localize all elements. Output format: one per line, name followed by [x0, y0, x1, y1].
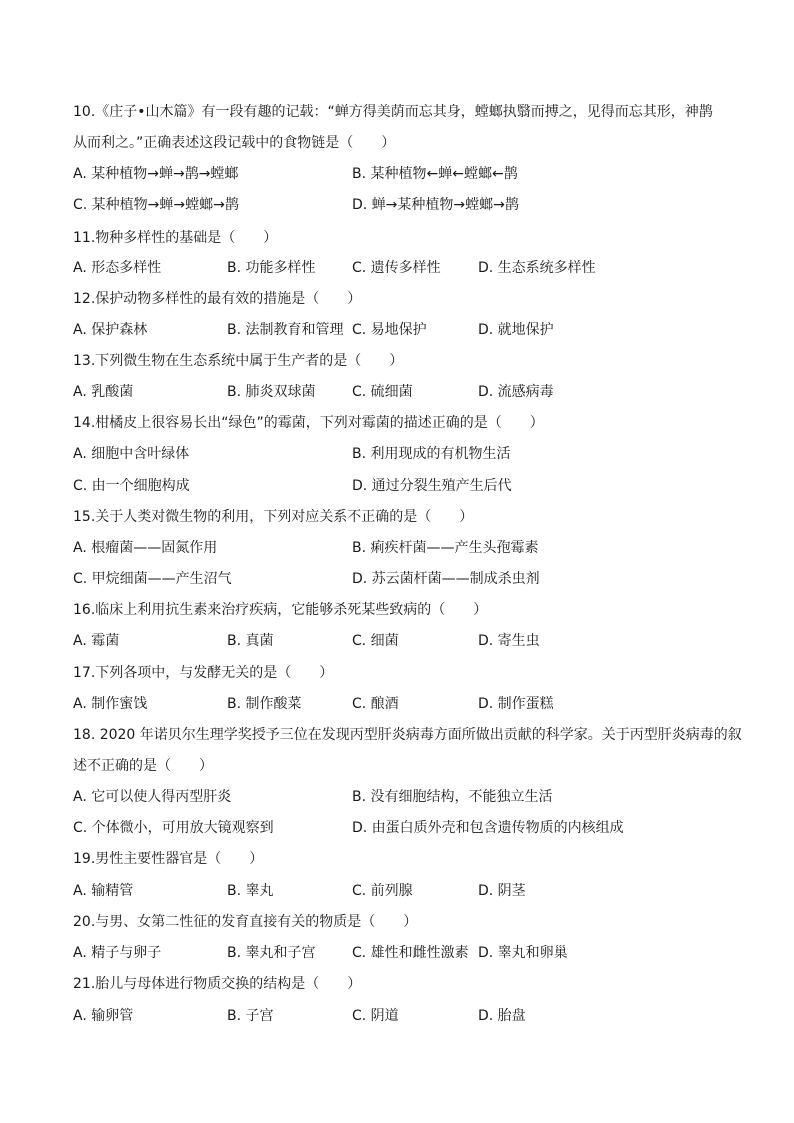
answer-option: C. 前列腺 — [352, 883, 413, 899]
answer-option: A. 精子与卵子 — [73, 945, 162, 961]
answer-option: D. 苏云菌杆菌——制成杀虫剂 — [352, 571, 540, 587]
answer-option: C. 阴道 — [352, 1008, 399, 1024]
question-stem: 10.《庄子•山木篇》有一段有趣的记载：“蝉方得美荫而忘其身，螳螂执翳而搏之，见得而忘其形，神鹊 — [73, 104, 713, 120]
question-stem: 14.柑橘皮上很容易长出“绿色”的霉菌，下列对霉菌的描述正确的是（ ） — [73, 415, 544, 431]
question-stem: 20.与男、女第二性征的发育直接有关的物质是（ ） — [73, 914, 418, 930]
answer-option: A. 霉菌 — [73, 633, 120, 649]
answer-option: A. 细胞中含叶绿体 — [73, 446, 190, 462]
answer-option: D. 通过分裂生殖产生后代 — [352, 478, 512, 494]
answer-option: C. 个体微小，可用放大镜观察到 — [73, 820, 274, 836]
answer-option: C. 酿酒 — [352, 696, 399, 712]
answer-option: B. 没有细胞结构，不能独立生活 — [352, 789, 553, 805]
answer-option: D. 制作蛋糕 — [478, 696, 554, 712]
answer-option: C. 细菌 — [352, 633, 399, 649]
answer-option: D. 胎盘 — [478, 1008, 526, 1024]
answer-option: A. 输卵管 — [73, 1008, 134, 1024]
question-stem: 从而利之。”正确表述这段记载中的食物链是（ ） — [73, 135, 396, 151]
answer-option: C. 由一个细胞构成 — [73, 478, 190, 494]
answer-option: A. 输精管 — [73, 883, 134, 899]
answer-option: B. 法制教育和管理 — [227, 322, 344, 338]
answer-option: C. 甲烷细菌——产生沼气 — [73, 571, 232, 587]
answer-option: B. 睾丸 — [227, 883, 274, 899]
question-stem: 12.保护动物多样性的最有效的措施是（ ） — [73, 291, 362, 307]
answer-option: B. 肺炎双球菌 — [227, 384, 316, 400]
answer-option: D. 睾丸和卵巢 — [478, 945, 568, 961]
answer-option: B. 利用现成的有机物生活 — [352, 446, 511, 462]
question-stem: 11.物种多样性的基础是（ ） — [73, 230, 278, 246]
answer-option: A. 根瘤菌——固氮作用 — [73, 540, 218, 556]
answer-option: A. 某种植物→蝉→鹊→螳螂 — [73, 166, 239, 182]
question-stem: 15.关于人类对微生物的利用，下列对应关系不正确的是（ ） — [73, 509, 474, 525]
answer-option: B. 痢疾杆菌——产生头孢霉素 — [352, 540, 539, 556]
answer-option: C. 雄性和雌性激素 — [352, 945, 469, 961]
answer-option: D. 阴茎 — [478, 883, 526, 899]
question-stem: 19.男性主要性器官是（ ） — [73, 851, 264, 867]
answer-option: A. 制作蜜饯 — [73, 696, 148, 712]
question-stem: 16.临床上利用抗生素来治疗疾病，它能够杀死某些致病的（ ） — [73, 602, 488, 618]
answer-option: B. 真菌 — [227, 633, 274, 649]
answer-option: A. 乳酸菌 — [73, 384, 134, 400]
answer-option: C. 硫细菌 — [352, 384, 413, 400]
answer-option: B. 子宫 — [227, 1008, 274, 1024]
answer-option: D. 寄生虫 — [478, 633, 540, 649]
question-stem: 13.下列微生物在生态系统中属于生产者的是（ ） — [73, 353, 404, 369]
answer-option: D. 流感病毒 — [478, 384, 554, 400]
answer-option: D. 生态系统多样性 — [478, 260, 596, 276]
answer-option: B. 睾丸和子宫 — [227, 945, 316, 961]
question-stem: 18. 2020 年诺贝尔生理学奖授予三位在发现丙型肝炎病毒方面所做出贡献的科学家。关于丙型肝炎病毒的叙 — [73, 727, 742, 743]
answer-option: C. 易地保护 — [352, 322, 427, 338]
answer-option: C. 某种植物→蝉→螳螂→鹊 — [73, 197, 239, 213]
question-stem: 17.下列各项中，与发酵无关的是（ ） — [73, 665, 334, 681]
question-stem: 述不正确的是（ ） — [73, 758, 213, 774]
answer-option: A. 保护森林 — [73, 322, 148, 338]
answer-option: B. 制作酸菜 — [227, 696, 302, 712]
answer-option: B. 某种植物←蝉←螳螂←鹊 — [352, 166, 518, 182]
answer-option: D. 就地保护 — [478, 322, 554, 338]
question-stem: 21.胎儿与母体进行物质交换的结构是（ ） — [73, 976, 362, 992]
answer-option: A. 它可以使人得丙型肝炎 — [73, 789, 232, 805]
answer-option: B. 功能多样性 — [227, 260, 316, 276]
answer-option: D. 由蛋白质外壳和包含遗传物质的内核组成 — [352, 820, 624, 836]
answer-option: C. 遗传多样性 — [352, 260, 441, 276]
answer-option: A. 形态多样性 — [73, 260, 162, 276]
answer-option: D. 蝉→某种植物→螳螂→鹊 — [352, 197, 519, 213]
